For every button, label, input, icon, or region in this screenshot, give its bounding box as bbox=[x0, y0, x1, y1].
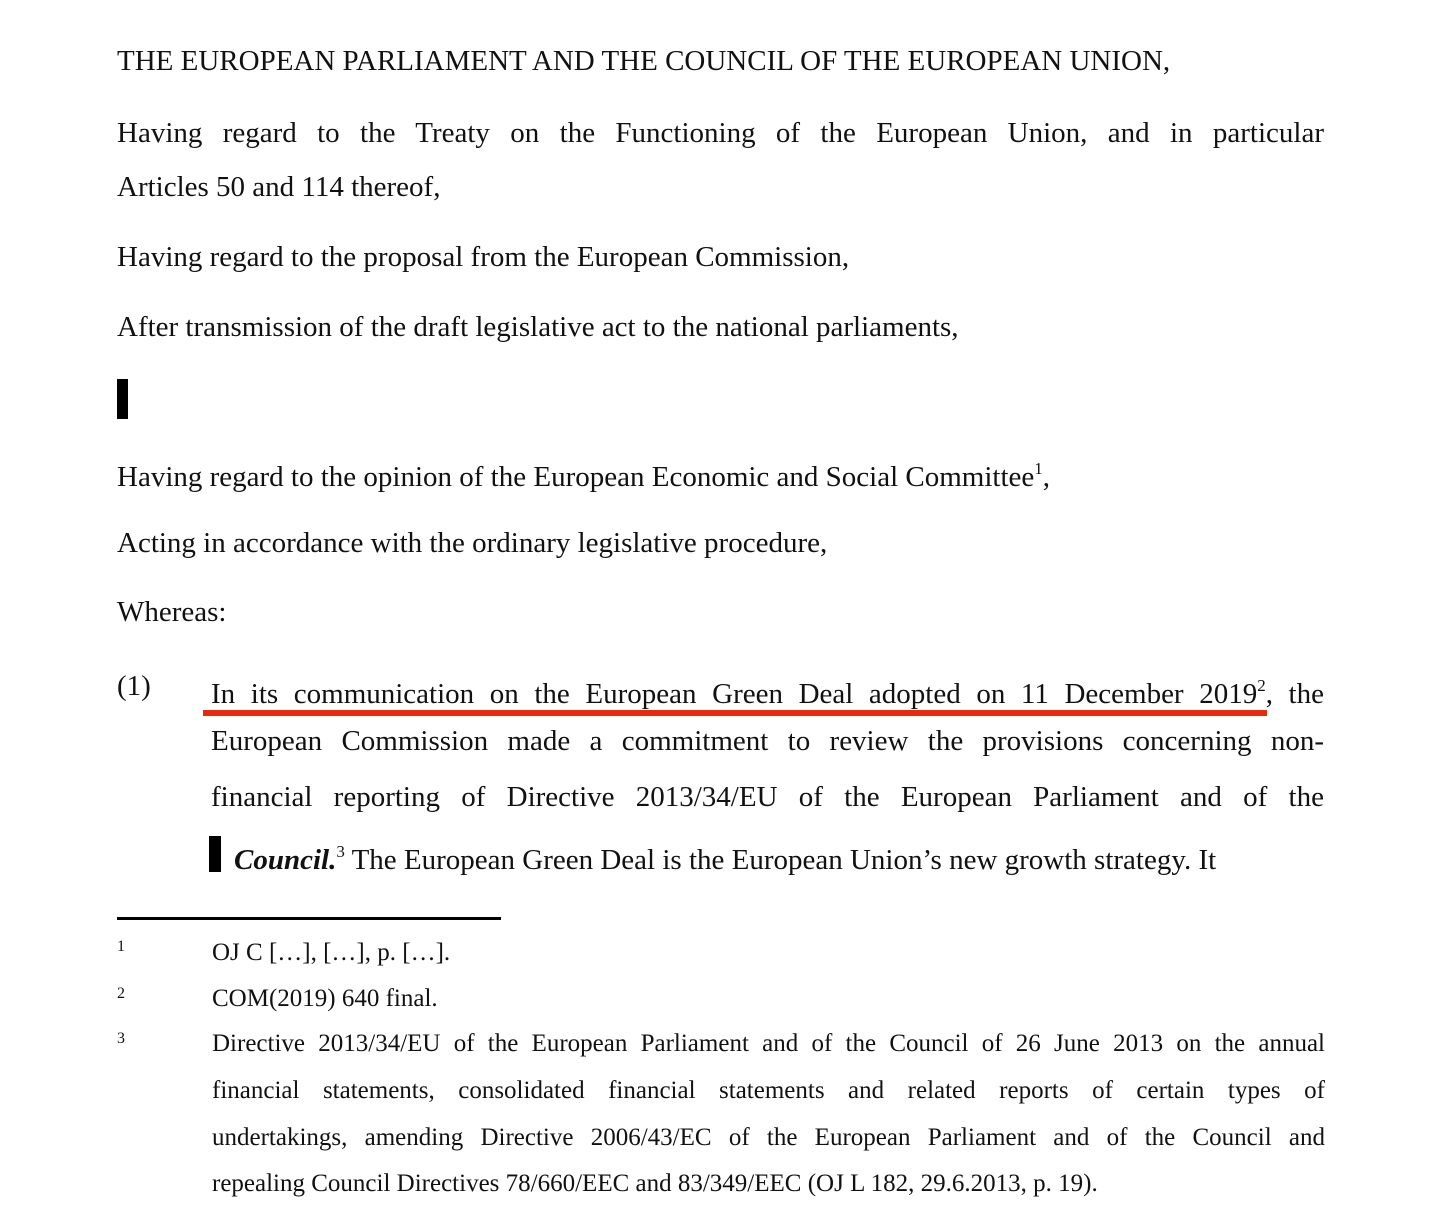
recital-line-1 bbox=[211, 669, 1324, 711]
footnote-3-line-4: repealing Council Directives 78/660/EEC and 83/349/EEC (OJ L 182, 29.6.2013, p. 19). bbox=[212, 1170, 1098, 1197]
footnote-3-line-2: financial statements, consolidated financial statements and related reports of certain types of bbox=[212, 1077, 1325, 1104]
recital-line-4 bbox=[234, 835, 1325, 877]
change-marker-recital bbox=[209, 836, 221, 872]
footnote-number-2: 2 bbox=[117, 985, 125, 1002]
change-marker bbox=[117, 379, 128, 419]
footnote-ref-1[interactable]: 1 bbox=[1034, 459, 1043, 478]
citation-proposal: Having regard to the proposal from the European Commission, bbox=[117, 241, 850, 273]
preamble-heading: THE EUROPEAN PARLIAMENT AND THE COUNCIL OF THE EUROPEAN UNION, bbox=[117, 45, 1171, 77]
footnote-number-3: 3 bbox=[117, 1030, 125, 1047]
footnote-1-text: OJ C […], […], p. […]. bbox=[212, 939, 451, 966]
citation-procedure: Acting in accordance with the ordinary legislative procedure, bbox=[117, 527, 828, 559]
footnote-separator bbox=[117, 917, 501, 920]
recital-line-2: European Commission made a commitment to review the provisions concerning non- bbox=[211, 725, 1324, 757]
recital-line-3: financial reporting of Directive 2013/34/EU of the European Parliament and of the bbox=[211, 781, 1324, 813]
citation-treaty-line-2: Articles 50 and 114 thereof, bbox=[117, 171, 441, 203]
recital-line-4-bold: Council. bbox=[234, 844, 337, 876]
red-underline-annotation bbox=[203, 710, 1267, 716]
footnote-2-text: COM(2019) 640 final. bbox=[212, 985, 438, 1012]
recital-line-1-text: In its communication on the European Green Deal adopted on 11 December 2019 bbox=[211, 678, 1258, 710]
citation-opinion bbox=[117, 452, 1050, 494]
whereas-label: Whereas: bbox=[117, 596, 227, 628]
footnote-ref-2[interactable]: 2 bbox=[1257, 676, 1266, 695]
recital-line-1-end: , the bbox=[1265, 678, 1324, 710]
citation-opinion-text: Having regard to the opinion of the European Economic and Social Committee bbox=[117, 461, 1035, 493]
recital-number: (1) bbox=[117, 670, 151, 702]
footnote-ref-3[interactable]: 3 bbox=[336, 842, 345, 861]
footnote-3-line-1: Directive 2013/34/EU of the European Parliament and of the Council of 26 June 2013 on the annual bbox=[212, 1030, 1325, 1057]
footnote-number-1: 1 bbox=[117, 938, 125, 955]
footnote-3-line-3: undertakings, amending Directive 2006/43/EC of the European Parliament and of the Council and bbox=[212, 1124, 1325, 1151]
recital-line-4-rest: The European Green Deal is the European Union’s new growth strategy. It bbox=[344, 844, 1217, 876]
citation-transmission: After transmission of the draft legislative act to the national parliaments, bbox=[117, 311, 959, 343]
citation-opinion-end: , bbox=[1042, 461, 1051, 493]
citation-treaty-line-1: Having regard to the Treaty on the Functioning of the European Union, and in particular bbox=[117, 117, 1324, 149]
